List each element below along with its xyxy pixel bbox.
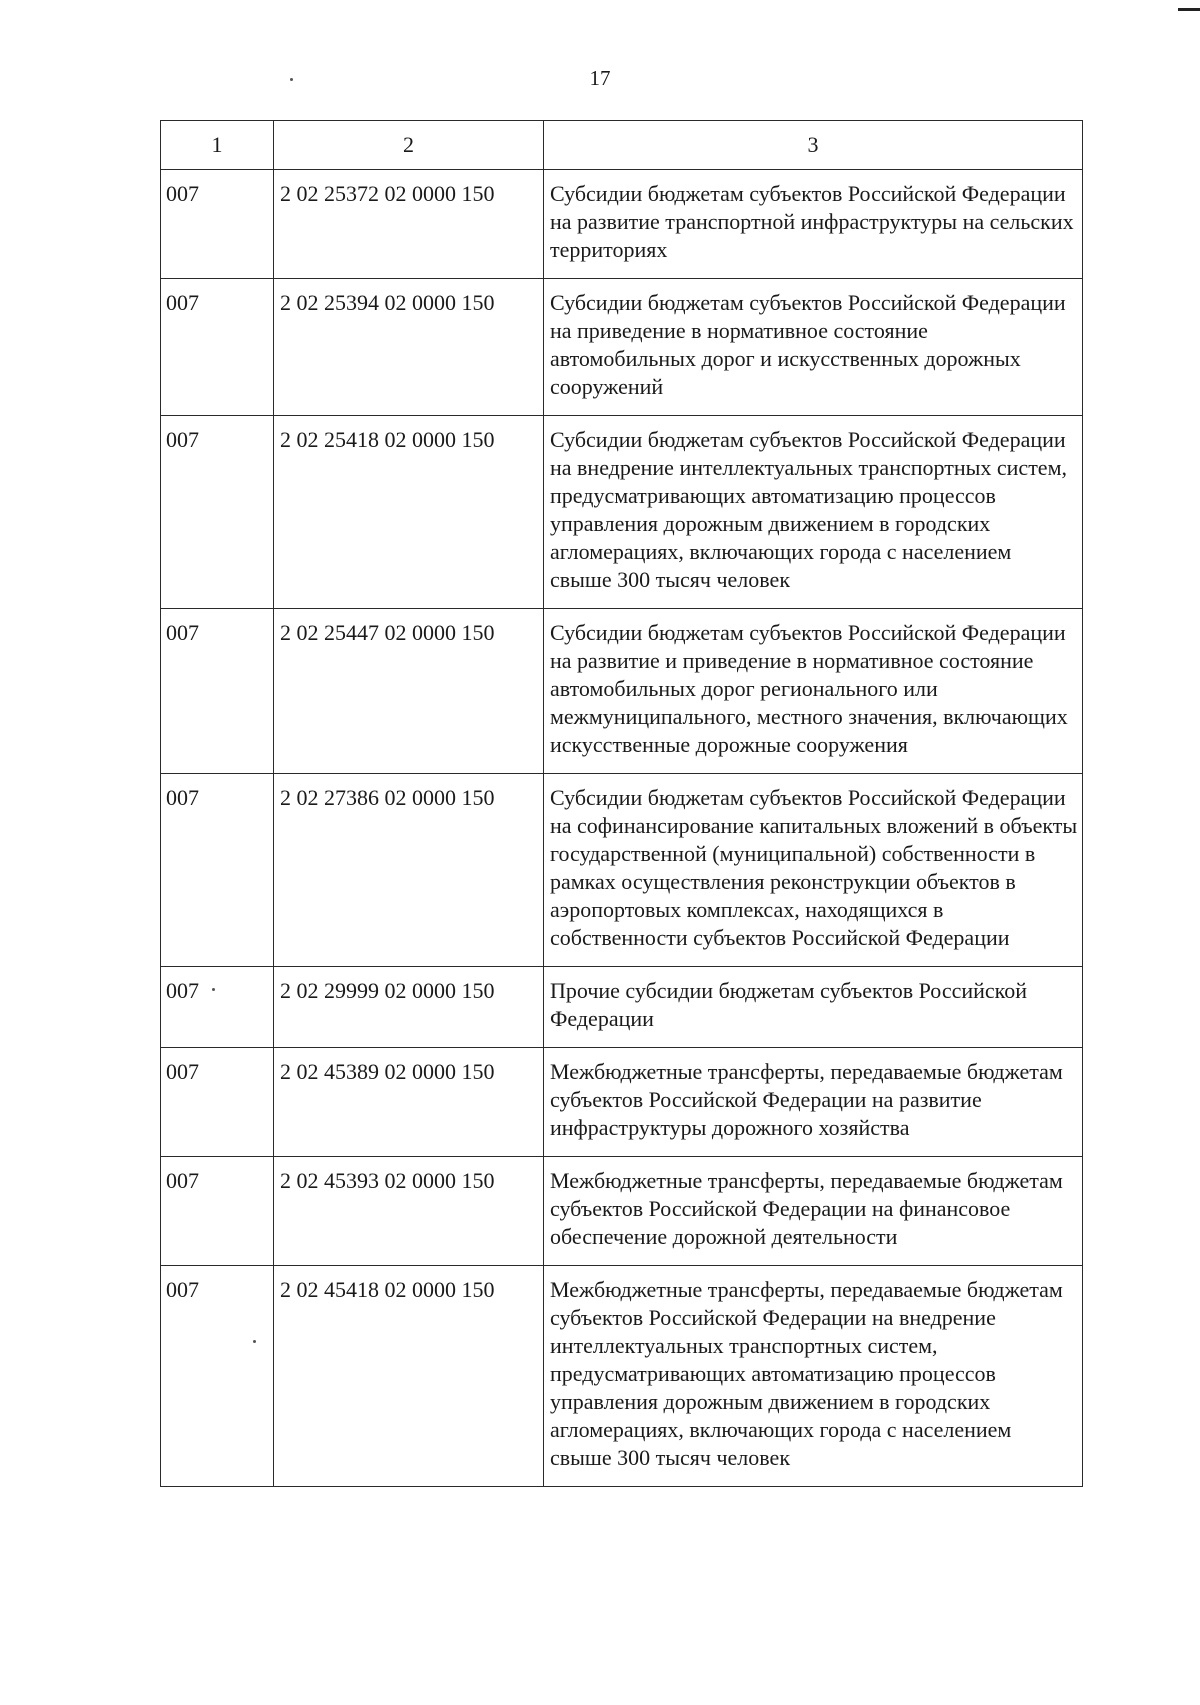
page-number: 17	[589, 66, 611, 90]
code-cell: 2 02 25372 02 0000 150	[274, 170, 544, 279]
code-cell: 2 02 25447 02 0000 150	[274, 609, 544, 774]
chapter-cell: 007	[161, 170, 274, 279]
name-cell: Прочие субсидии бюджетам субъектов Российской Федерации	[544, 967, 1083, 1048]
name-cell: Субсидии бюджетам субъектов Российской Федерации на развитие транспортной инфраструктуры на сельских территориях	[544, 170, 1083, 279]
name-cell: Субсидии бюджетам субъектов Российской Федерации на внедрение интеллектуальных транспортных систем, предусматривающих автоматизацию процессов управления дорожным движением в городских агломерациях, включающих города с населением свыше 300 тысяч человек	[544, 416, 1083, 609]
name-cell: Субсидии бюджетам субъектов Российской Федерации на развитие и приведение в нормативное состояние автомобильных дорог регионального или межмуниципального, местного значения, включающих искусственные дорожные сооружения	[544, 609, 1083, 774]
code-cell: 2 02 25418 02 0000 150	[274, 416, 544, 609]
table-row	[161, 279, 1083, 416]
header-col-2: 2	[274, 121, 544, 170]
name-cell: Межбюджетные трансферты, передаваемые бюджетам субъектов Российской Федерации на развитие инфраструктуры дорожного хозяйства	[544, 1048, 1083, 1157]
chapter-cell: 007	[161, 774, 274, 967]
name-cell: Субсидии бюджетам субъектов Российской Федерации на софинансирование капитальных вложений в объекты государственной (муниципальной) собственности в рамках осуществления реконструкции объектов в аэропортовых комплексах, находящихся в собственности субъектов Российской Федерации	[544, 774, 1083, 967]
table-body	[161, 170, 1083, 1487]
code-cell: 2 02 25394 02 0000 150	[274, 279, 544, 416]
table-row	[161, 1048, 1083, 1157]
scan-edge-mark	[1178, 8, 1200, 11]
table-row	[161, 1266, 1083, 1487]
chapter-cell: 007	[161, 1266, 274, 1487]
table-row	[161, 967, 1083, 1048]
chapter-cell: 007	[161, 1157, 274, 1266]
table-header	[161, 121, 1083, 170]
name-cell: Субсидии бюджетам субъектов Российской Федерации на приведение в нормативное состояние автомобильных дорог и искусственных дорожных сооружений	[544, 279, 1083, 416]
table-row	[161, 1157, 1083, 1266]
chapter-cell: 007	[161, 609, 274, 774]
budget-codes-table	[160, 120, 1083, 1487]
chapter-cell: 007	[161, 967, 274, 1048]
code-cell: 2 02 45393 02 0000 150	[274, 1157, 544, 1266]
name-cell: Межбюджетные трансферты, передаваемые бюджетам субъектов Российской Федерации на внедрение интеллектуальных транспортных систем, предусматривающих автоматизацию процессов управления дорожным движением в городских агломерациях, включающих города с населением свыше 300 тысяч человек	[544, 1266, 1083, 1487]
header-row	[161, 121, 1083, 170]
chapter-cell: 007	[161, 1048, 274, 1157]
table-row	[161, 170, 1083, 279]
table-row	[161, 609, 1083, 774]
table-row	[161, 416, 1083, 609]
code-cell: 2 02 29999 02 0000 150	[274, 967, 544, 1048]
name-cell: Межбюджетные трансферты, передаваемые бюджетам субъектов Российской Федерации на финансовое обеспечение дорожной деятельности	[544, 1157, 1083, 1266]
header-col-3: 3	[544, 121, 1083, 170]
table-row	[161, 774, 1083, 967]
code-cell: 2 02 27386 02 0000 150	[274, 774, 544, 967]
chapter-cell: 007	[161, 416, 274, 609]
chapter-cell: 007	[161, 279, 274, 416]
code-cell: 2 02 45389 02 0000 150	[274, 1048, 544, 1157]
header-col-1: 1	[161, 121, 274, 170]
code-cell: 2 02 45418 02 0000 150	[274, 1266, 544, 1487]
